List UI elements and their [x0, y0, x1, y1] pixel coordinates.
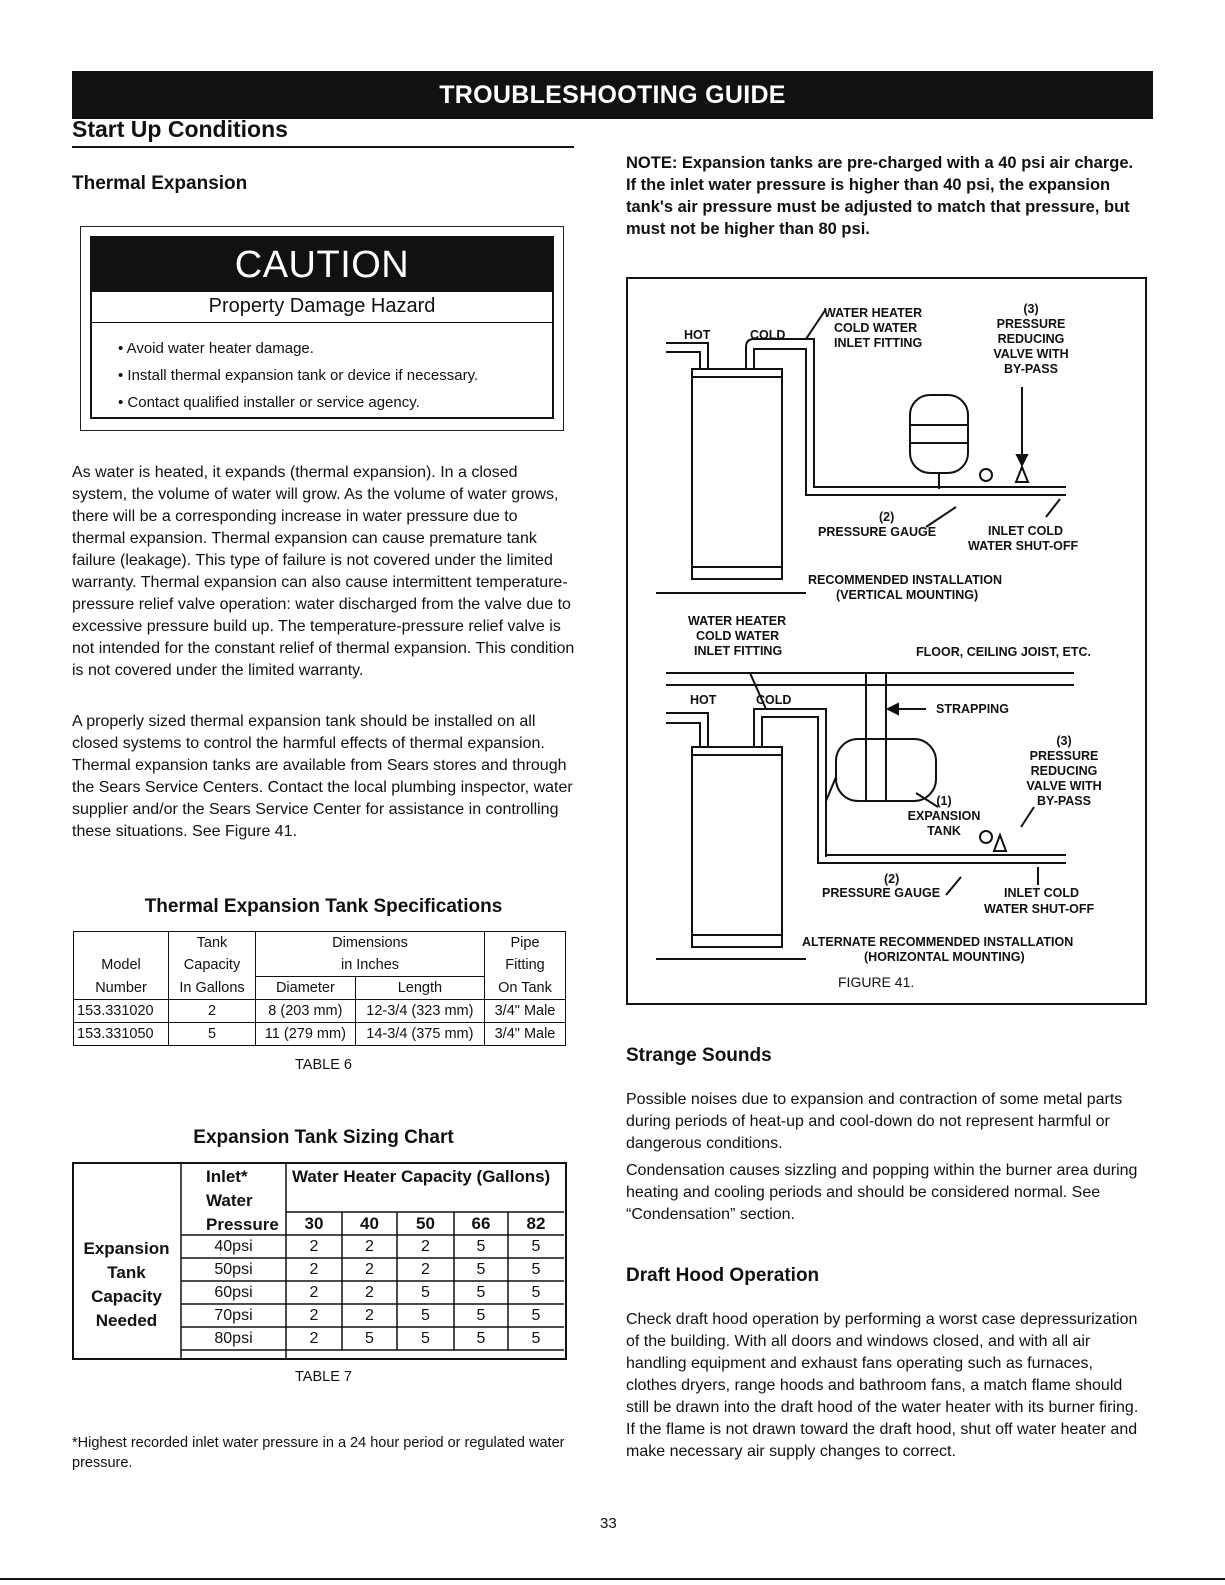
- table-cell: 2: [365, 1261, 374, 1278]
- table-cell: 5: [169, 1023, 256, 1046]
- valve-label: REDUCING: [997, 332, 1065, 346]
- draft-hood-paragraph: Check draft hood operation by performing a worst case depressurization of the building. With all doors and windows closed, and with all air handling equipment and exhaust fans operating such as furnaces, clothes dryers, range hoods and bathroom fans, a match flame should still be drawn into the draft hood of the water heater with its burner firing. If the flame is not drawn toward the draft hood, shut off water heater and make necessary air supply changes to correct.: [626, 1311, 1139, 1460]
- tank-label: TANK: [927, 824, 961, 838]
- table-header-cell: [74, 932, 169, 955]
- valve-label: VALVE WITH: [993, 347, 1069, 361]
- table-header-cell: Tank: [169, 932, 256, 955]
- table-row: [74, 1023, 566, 1046]
- table-header-cell: Length: [355, 977, 484, 1000]
- shutoff-label: INLET COLD: [988, 524, 1063, 538]
- inlet-header: [181, 1165, 286, 1237]
- table-cell: 153.331050: [74, 1023, 169, 1046]
- row-label-line: Tank: [107, 1263, 146, 1282]
- figure-label: FIGURE 41.: [838, 974, 915, 990]
- svg-text:COLD: COLD: [756, 693, 792, 707]
- table-cell: 2: [309, 1284, 319, 1301]
- strange-sounds-heading: Strange Sounds: [626, 1045, 772, 1066]
- valve-label: BY-PASS: [1004, 362, 1058, 376]
- row-label-line: Capacity: [91, 1287, 162, 1306]
- floor-label: FLOOR, CEILING JOIST, ETC.: [916, 645, 1092, 659]
- table-cell: 8 (203 mm): [256, 1000, 356, 1023]
- shutoff-label: WATER SHUT-OFF: [984, 902, 1095, 916]
- caution-bullet: • Contact qualified installer or service agency.: [118, 394, 420, 411]
- spec-table: [73, 931, 566, 1046]
- table-cell: 5: [365, 1330, 374, 1347]
- table-header-cell: Diameter: [256, 977, 356, 1000]
- fitting-label: WATER HEATER: [824, 306, 923, 320]
- sizing-row-label: [74, 1237, 179, 1333]
- pressure-cell: 50psi: [214, 1261, 253, 1278]
- svg-text:HOT: HOT: [684, 328, 711, 342]
- table-cell: 3/4" Male: [485, 1000, 566, 1023]
- table-cell: 3/4" Male: [485, 1023, 566, 1046]
- fitting-label: COLD WATER: [834, 321, 918, 335]
- top-caption: RECOMMENDED INSTALLATION: [808, 573, 1002, 587]
- table-cell: 11 (279 mm): [256, 1023, 356, 1046]
- gallons-header-row: [286, 1214, 564, 1236]
- table-header-cell: Fitting: [485, 954, 566, 977]
- table-cell: 5: [531, 1284, 541, 1301]
- table-header-cell: On Tank: [485, 977, 566, 1000]
- gallons-cell: 50: [416, 1214, 435, 1233]
- table-cell: 2: [309, 1261, 319, 1278]
- table-cell: 2: [421, 1238, 430, 1255]
- valve-label: BY-PASS: [1037, 794, 1091, 808]
- row-label-line: Expansion: [83, 1239, 170, 1258]
- table-cell: 5: [531, 1238, 541, 1255]
- table-6-caption: TABLE 6: [295, 1057, 352, 1073]
- valve-label: PRESSURE: [996, 317, 1066, 331]
- table-header-cell: in Inches: [256, 954, 485, 977]
- gallons-cell: 82: [526, 1214, 546, 1233]
- gauge-label: (2): [884, 872, 900, 886]
- table-cell: 5: [476, 1238, 486, 1255]
- table-header-cell: Pipe: [485, 932, 566, 955]
- gauge-label: PRESSURE GAUGE: [822, 886, 941, 900]
- pressure-cell: 70psi: [214, 1307, 253, 1324]
- table-cell: 153.331020: [74, 1000, 169, 1023]
- table-header-cell: Dimensions: [256, 932, 485, 955]
- valve-label: REDUCING: [1030, 764, 1098, 778]
- draft-hood-heading: Draft Hood Operation: [626, 1265, 820, 1286]
- table-row: [181, 1259, 566, 1282]
- fitting-label: INLET FITTING: [694, 644, 783, 658]
- caution-title: CAUTION: [92, 238, 552, 292]
- horizontal-installation: [656, 673, 1074, 959]
- sizing-rows: [181, 1236, 566, 1351]
- table-cell: 5: [476, 1330, 486, 1347]
- gallons-cell: 66: [471, 1214, 491, 1233]
- table-cell: 5: [421, 1330, 430, 1347]
- section-rule: [72, 146, 574, 148]
- thermal-expansion-paragraph-2: A properly sized thermal expansion tank should be installed on all closed systems to control the harmful effects of thermal expansion. Thermal expansion tanks are available from Sears stores and through the Sears Service Centers. Contact the local plumbing inspector, water supplier and/or the Sears Service Center for assistance in controlling these situations. See Figure 41.: [72, 713, 573, 840]
- bottom-caption: (HORIZONTAL MOUNTING): [864, 950, 1025, 964]
- pressure-cell: 40psi: [214, 1238, 253, 1255]
- table-row: [181, 1282, 566, 1305]
- table-row: [181, 1305, 566, 1328]
- svg-text:HOT: HOT: [690, 693, 717, 707]
- caution-bullets: [118, 335, 478, 416]
- inlet-header-line: Water: [206, 1191, 253, 1210]
- table-7-caption: TABLE 7: [295, 1369, 352, 1385]
- caution-bullet: • Avoid water heater damage.: [118, 340, 314, 357]
- top-caption: (VERTICAL MOUNTING): [836, 588, 979, 602]
- table-cell: 5: [421, 1284, 430, 1301]
- pressure-cell: 60psi: [214, 1284, 253, 1301]
- table-header-cell: Number: [74, 977, 169, 1000]
- capacity-header: Water Heater Capacity (Gallons): [292, 1167, 551, 1186]
- tank-label: EXPANSION: [907, 809, 981, 823]
- section-title: Start Up Conditions: [72, 116, 288, 142]
- caution-bullet: • Install thermal expansion tank or device if necessary.: [118, 367, 479, 384]
- table-header-cell: Model: [74, 954, 169, 977]
- figure-41-diagram: [626, 277, 1147, 1005]
- inlet-header-line: Pressure: [206, 1215, 279, 1234]
- sizing-footnote: *Highest recorded inlet water pressure in a 24 hour period or regulated water pressure.: [72, 1435, 565, 1471]
- page-number: 33: [600, 1515, 617, 1532]
- strange-sounds-paragraph-1: Possible noises due to expansion and contraction of some metal parts during periods of heat-up and cool-down do not represent harmful or dangerous conditions.: [626, 1091, 1123, 1152]
- tank-label: (1): [936, 794, 952, 808]
- spec-table-title: Thermal Expansion Tank Specifications: [144, 896, 503, 917]
- gauge-label: (2): [879, 510, 895, 524]
- table-cell: 2: [421, 1261, 430, 1278]
- fitting-label: INLET FITTING: [834, 336, 923, 350]
- table-cell: 5: [476, 1261, 486, 1278]
- valve-label: PRESSURE: [1029, 749, 1099, 763]
- fitting-label: COLD WATER: [696, 629, 780, 643]
- thermal-expansion-heading: Thermal Expansion: [72, 173, 248, 194]
- table-cell: 5: [531, 1307, 541, 1324]
- valve-label: VALVE WITH: [1026, 779, 1102, 793]
- gallons-cell: 40: [360, 1214, 379, 1233]
- table-cell: 5: [421, 1307, 430, 1324]
- bottom-caption: ALTERNATE RECOMMENDED INSTALLATION: [802, 935, 1074, 949]
- row-label-line: Needed: [95, 1311, 158, 1330]
- table-cell: 12-3/4 (323 mm): [355, 1000, 484, 1023]
- table-header-cell: Capacity: [169, 954, 256, 977]
- table-cell: 2: [365, 1307, 374, 1324]
- strange-sounds-paragraph-2: Condensation causes sizzling and popping within the burner area during heating and cooling periods and should be considered normal. See “Condensation” section.: [626, 1162, 1138, 1223]
- table-row: [181, 1328, 566, 1351]
- table-cell: 2: [309, 1307, 319, 1324]
- thermal-expansion-paragraph-1: As water is heated, it expands (thermal expansion). In a closed system, the volume of water will grow. As the volume of water grows, there will be a corresponding increase in water pressure due to thermal expansion. Thermal expansion can cause premature tank failure (leakage). This type of failure is not covered under the limited warranty. Thermal expansion can also cause intermittent temperature-pressure relief valve operation: water discharged from the valve due to excessive pressure build up. The temperature-pressure relief valve is not intended for the constant relief of thermal expansion. This condition is not covered under the limited warranty.: [72, 464, 575, 679]
- table-cell: 5: [476, 1307, 486, 1324]
- table-cell: 5: [531, 1261, 541, 1278]
- table-row: [181, 1236, 566, 1259]
- inlet-header-line: Inlet*: [206, 1167, 248, 1186]
- table-cell: 2: [309, 1238, 319, 1255]
- table-cell: 14-3/4 (375 mm): [355, 1023, 484, 1046]
- table-header-cell: In Gallons: [169, 977, 256, 1000]
- table-cell: 2: [309, 1330, 319, 1347]
- valve-label: (3): [1023, 302, 1039, 316]
- shutoff-label: WATER SHUT-OFF: [968, 539, 1079, 553]
- table-cell: 5: [531, 1330, 541, 1347]
- strapping-label: STRAPPING: [936, 702, 1009, 716]
- shutoff-label: INLET COLD: [1004, 886, 1079, 900]
- table-row: [74, 1000, 566, 1023]
- caution-subtitle: Property Damage Hazard: [92, 292, 552, 323]
- gallons-cell: 30: [304, 1214, 324, 1233]
- page-banner: TROUBLESHOOTING GUIDE: [72, 71, 1153, 119]
- pressure-cell: 80psi: [214, 1330, 253, 1347]
- svg-text:COLD: COLD: [750, 328, 786, 342]
- fitting-label: WATER HEATER: [688, 614, 787, 628]
- valve-label: (3): [1056, 734, 1072, 748]
- bottom-rule: [0, 1578, 1225, 1580]
- table-cell: 2: [169, 1000, 256, 1023]
- sizing-chart-title: Expansion Tank Sizing Chart: [193, 1127, 454, 1148]
- table-cell: 5: [476, 1284, 486, 1301]
- table-cell: 2: [365, 1284, 374, 1301]
- gauge-label: PRESSURE GAUGE: [818, 525, 937, 539]
- table-cell: 2: [365, 1238, 374, 1255]
- expansion-tank-note: NOTE: Expansion tanks are pre-charged with a 40 psi air charge. If the inlet water pressure is higher than 40 psi, the expansion tank's air pressure must be adjusted to match that pressure, but must not be higher than 80 psi.: [626, 154, 1134, 238]
